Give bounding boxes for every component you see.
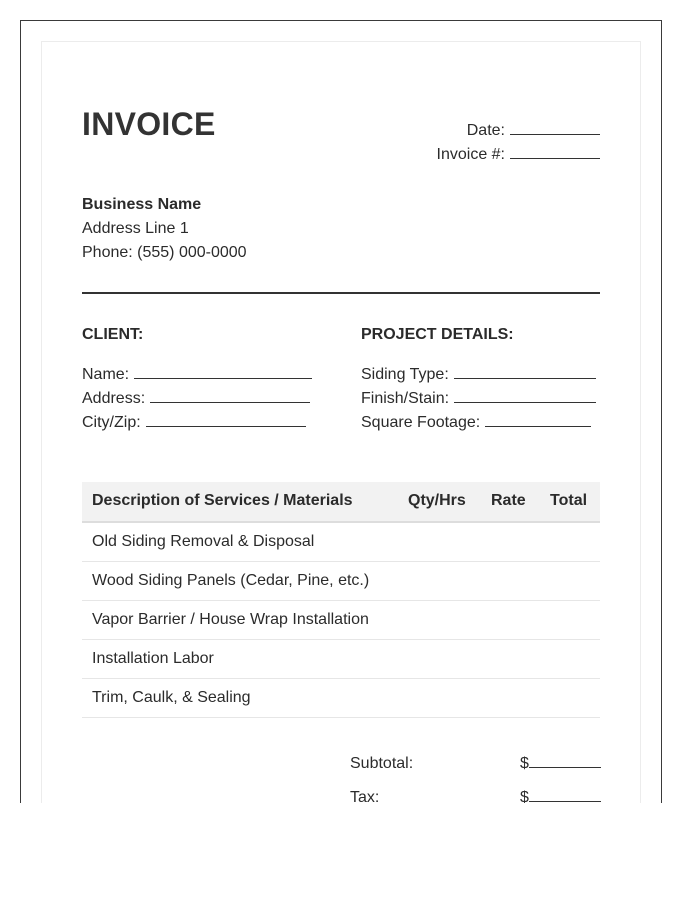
page-frame <box>20 20 662 803</box>
table-row[interactable] <box>82 640 600 679</box>
business-name: Business Name <box>82 196 202 213</box>
client-name-blank[interactable] <box>134 366 312 379</box>
date-blank[interactable] <box>510 122 600 135</box>
business-address: Address Line 1 <box>82 220 189 237</box>
square-footage-label: Square Footage: <box>361 414 481 431</box>
business-phone: Phone: (555) 000-0000 <box>82 244 247 261</box>
client-name-label: Name: <box>82 366 130 383</box>
table-row[interactable] <box>82 601 600 640</box>
header-divider <box>82 292 600 294</box>
tax-blank[interactable] <box>529 789 601 802</box>
project-heading: PROJECT DETAILS: <box>361 326 514 343</box>
invoice-number-field[interactable] <box>437 146 600 164</box>
client-cityzip-field[interactable] <box>82 414 306 432</box>
header-total: Total <box>550 492 588 509</box>
date-label: Date: <box>466 122 505 139</box>
finish-stain-field[interactable] <box>361 390 596 408</box>
table-row[interactable] <box>82 523 600 562</box>
client-cityzip-label: City/Zip: <box>82 414 141 431</box>
header-description: Description of Services / Materials <box>92 492 353 509</box>
invoice-number-blank[interactable] <box>510 146 600 159</box>
date-field[interactable] <box>467 122 600 140</box>
subtotal-currency: $ <box>520 755 529 772</box>
row-description: Installation Labor <box>92 650 214 667</box>
header-qty: Qty/Hrs <box>408 492 466 509</box>
subtotal-label: Subtotal: <box>350 755 414 772</box>
siding-type-field[interactable] <box>361 366 596 384</box>
client-address-field[interactable] <box>82 390 310 408</box>
row-description: Vapor Barrier / House Wrap Installation <box>92 611 369 628</box>
tax-field[interactable] <box>520 789 601 803</box>
client-cityzip-blank[interactable] <box>146 414 306 427</box>
siding-type-blank[interactable] <box>454 366 596 379</box>
invoice-title: INVOICE <box>82 106 216 142</box>
row-description: Old Siding Removal & Disposal <box>92 533 315 550</box>
table-row[interactable] <box>82 679 600 718</box>
table-row[interactable] <box>82 562 600 601</box>
subtotal-blank[interactable] <box>529 755 601 768</box>
tax-currency: $ <box>520 789 529 803</box>
invoice-sheet <box>41 41 641 803</box>
subtotal-field[interactable] <box>520 755 601 773</box>
finish-stain-label: Finish/Stain: <box>361 390 450 407</box>
row-description: Trim, Caulk, & Sealing <box>92 689 251 706</box>
client-address-blank[interactable] <box>150 390 310 403</box>
client-name-field[interactable] <box>82 366 312 384</box>
header-rate: Rate <box>491 492 526 509</box>
siding-type-label: Siding Type: <box>361 366 449 383</box>
square-footage-field[interactable] <box>361 414 591 432</box>
client-heading: CLIENT: <box>82 326 144 343</box>
client-address-label: Address: <box>82 390 146 407</box>
row-description: Wood Siding Panels (Cedar, Pine, etc.) <box>92 572 370 589</box>
invoice-number-label: Invoice #: <box>436 146 505 163</box>
tax-label: Tax: <box>350 789 380 803</box>
square-footage-blank[interactable] <box>485 414 591 427</box>
services-table <box>82 482 600 718</box>
finish-stain-blank[interactable] <box>454 390 596 403</box>
table-header <box>82 482 600 523</box>
